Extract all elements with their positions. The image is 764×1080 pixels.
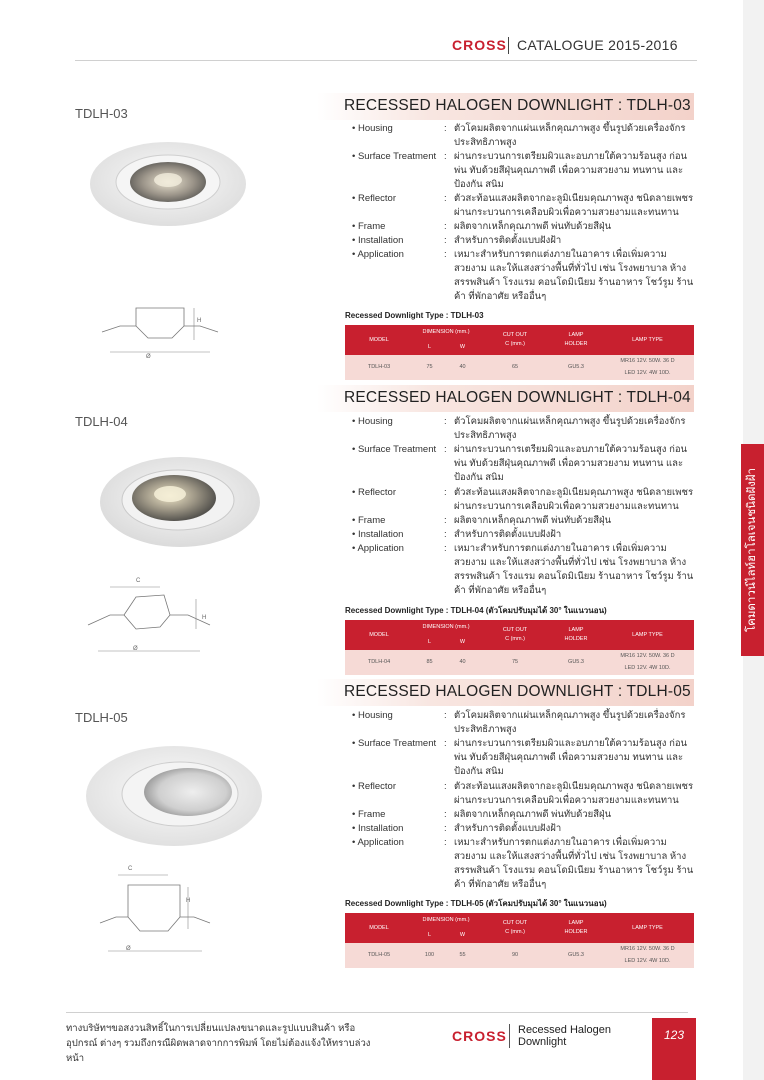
product-title: RECESSED HALOGEN DOWNLIGHT : TDLH-04 <box>344 389 691 406</box>
spec-colon: : <box>444 543 447 554</box>
spec-value: ตัวสะท้อนแสงผลิตจากอะลูมิเนียมคุณภาพสูง ชนิดลายเพชร ผ่านกระบวนการเคลือบผิวเพื่อความสวยงามและทนทาน <box>454 193 694 218</box>
cell-w: 55 <box>459 952 466 958</box>
header-rule <box>75 60 697 61</box>
category-side-tab <box>741 444 764 656</box>
spec-table <box>345 620 694 675</box>
product-photo-tdlh-05 <box>84 738 264 850</box>
cell-model: TDLH-03 <box>367 364 391 370</box>
th-cutout-label: CUT OUT <box>502 332 528 338</box>
th-dimension: DIMENSION (mm.) <box>413 325 479 340</box>
footer-brand-logo: CROSS <box>452 1028 507 1044</box>
spec-value: เหมาะสำหรับการตกแต่งภายในอาคาร เพื่อเพิ่มความสวยงาม และให้แสงสว่างพื้นที่ทั่วไป เช่น โรงพยาบาล ห้างสรรพสินค้า โรงแรม คอนโดมิเนียม ร้านอาหาร โชว์รูม ร้านค้า ที่พักอาศัย หรืออื่นๆ <box>454 543 694 596</box>
diameter-label: Ø <box>126 946 131 952</box>
spec-colon: : <box>444 151 447 162</box>
footer-section-title <box>518 1024 611 1048</box>
spec-colon: : <box>444 416 447 427</box>
spec-colon: : <box>444 221 447 232</box>
spec-label: • Housing <box>352 123 393 134</box>
product-title-bar <box>317 679 694 706</box>
spec-value: เหมาะสำหรับการตกแต่งภายในอาคาร เพื่อเพิ่มความสวยงาม และให้แสงสว่างพื้นที่ทั่วไป เช่น โรงพยาบาล ห้างสรรพสินค้า โรงแรม คอนโดมิเนียม ร้านอาหาร โชว์รูม ร้านค้า ที่พักอาศัย หรืออื่นๆ <box>454 837 694 890</box>
th-lamp-holder-1: LAMP <box>568 332 584 338</box>
spec-label: • Surface Treatment <box>352 151 437 162</box>
cell-lamp-1: MR16 12V. 50W. 36 D <box>620 653 675 659</box>
th-lamp-holder <box>551 325 601 355</box>
brand-logo: CROSS <box>452 37 507 53</box>
th-lamp-holder-1: LAMP <box>568 627 584 633</box>
spec-label: • Frame <box>352 809 386 820</box>
product-photo-tdlh-04 <box>98 450 263 550</box>
spec-colon: : <box>444 235 447 246</box>
th-w: W <box>446 928 479 943</box>
th-lamp-holder-1: LAMP <box>568 920 584 926</box>
cell-cutout: 90 <box>511 952 519 958</box>
dimension-drawing-tdlh-04 <box>84 585 214 657</box>
product-title: RECESSED HALOGEN DOWNLIGHT : TDLH-05 <box>344 683 691 700</box>
spec-label: • Application <box>352 249 404 260</box>
spec-value: ผ่านกระบวนการเตรียมผิวและอบภายใต้ความร้อนสูง ก่อนพ่น ทับด้วยสีฝุ่นคุณภาพดี เพื่อความสวยงาม ทนทาน และป้องกัน สนิม <box>454 738 688 777</box>
spec-value: สำหรับการติดตั้งแบบฝังฝ้า <box>454 823 562 834</box>
height-label: H <box>197 318 202 324</box>
table-caption: Recessed Downlight Type : TDLH-04 (ตัวโคมปรับมุมได้ 30° ในแนวนอน) <box>345 606 607 615</box>
product-photo-tdlh-03 <box>88 138 248 230</box>
diameter-label: Ø <box>146 354 151 360</box>
height-label: H <box>186 898 191 904</box>
spec-label: • Surface Treatment <box>352 444 437 455</box>
th-dimension: DIMENSION (mm.) <box>413 620 479 635</box>
cell-lamp-2: LED 12V. 4W 10D. <box>624 370 671 376</box>
spec-value: ผลิตจากเหล็กคุณภาพดี พ่นทับด้วยสีฝุ่น <box>454 221 612 232</box>
spec-value: สำหรับการติดตั้งแบบฝังฝ้า <box>454 529 562 540</box>
th-cutout <box>479 325 551 355</box>
th-cutout <box>479 620 551 650</box>
footer-title-line-1: Recessed Halogen <box>518 1024 611 1036</box>
product-code: TDLH-05 <box>75 710 128 725</box>
page-number: 123 <box>652 1018 696 1080</box>
th-cutout-label: CUT OUT <box>502 627 528 633</box>
spec-colon: : <box>444 515 447 526</box>
spec-label: • Housing <box>352 416 393 427</box>
th-w: W <box>446 635 479 650</box>
spec-colon: : <box>444 809 447 820</box>
spec-label: • Surface Treatment <box>352 738 437 749</box>
cell-w: 40 <box>459 364 466 370</box>
spec-value: สำหรับการติดตั้งแบบฝังฝ้า <box>454 235 562 246</box>
table-caption: Recessed Downlight Type : TDLH-05 (ตัวโคมปรับมุมได้ 30° ในแนวนอน) <box>345 899 607 908</box>
footer-separator <box>509 1024 510 1048</box>
cell-w: 40 <box>459 659 466 665</box>
spec-colon: : <box>444 823 447 834</box>
table-row <box>345 943 694 968</box>
spec-label: • Application <box>352 543 404 554</box>
th-model: MODEL <box>345 913 413 943</box>
header-separator <box>508 37 509 54</box>
spec-value: ตัวสะท้อนแสงผลิตจากอะลูมิเนียมคุณภาพสูง ชนิดลายเพชร ผ่านกระบวนการเคลือบผิวเพื่อความสวยงามและทนทาน <box>454 781 694 806</box>
product-code: TDLH-04 <box>75 414 128 429</box>
th-cutout-unit: C (mm.) <box>505 341 525 347</box>
spec-colon: : <box>444 249 447 260</box>
spec-value: ผ่านกระบวนการเตรียมผิวและอบภายใต้ความร้อนสูง ก่อนพ่น ทับด้วยสีฝุ่นคุณภาพดี เพื่อความสวยงาม ทนทาน และป้องกัน สนิม <box>454 151 688 190</box>
diameter-label: Ø <box>133 646 138 652</box>
spec-value: ตัวสะท้อนแสงผลิตจากอะลูมิเนียมคุณภาพสูง ชนิดลายเพชร ผ่านกระบวนการเคลือบผิวเพื่อความสวยงามและทนทาน <box>454 487 694 512</box>
spec-value: เหมาะสำหรับการตกแต่งภายในอาคาร เพื่อเพิ่มความสวยงาม และให้แสงสว่างพื้นที่ทั่วไป เช่น โรงพยาบาล ห้างสรรพสินค้า โรงแรม คอนโดมิเนียม ร้านอาหาร โชว์รูม ร้านค้า ที่พักอาศัย หรืออื่นๆ <box>454 249 694 302</box>
table-row <box>345 355 694 380</box>
th-dimension: DIMENSION (mm.) <box>413 913 479 928</box>
th-lamp-holder-2: HOLDER <box>564 636 588 642</box>
th-lamp-type: LAMP TYPE <box>601 620 694 650</box>
spec-colon: : <box>444 529 447 540</box>
spec-table <box>345 325 694 380</box>
th-lamp-holder-2: HOLDER <box>564 341 588 347</box>
th-cutout <box>479 913 551 943</box>
spec-table <box>345 913 694 968</box>
spec-label: • Reflector <box>352 487 396 498</box>
spec-colon: : <box>444 738 447 749</box>
spec-label: • Housing <box>352 710 393 721</box>
spec-label: • Application <box>352 837 404 848</box>
cell-model: TDLH-05 <box>367 952 391 958</box>
footer-title-line-2: Downlight <box>518 1036 567 1048</box>
table-caption: Recessed Downlight Type : TDLH-03 <box>345 311 484 320</box>
cell-l: 75 <box>426 364 433 370</box>
spec-label: • Frame <box>352 221 386 232</box>
product-title-bar <box>317 385 694 412</box>
footer-rule <box>66 1012 688 1013</box>
cell-holder: GU5.3 <box>568 364 584 370</box>
cell-lamp-2: LED 12V. 4W 10D. <box>624 958 671 964</box>
spec-colon: : <box>444 487 447 498</box>
spec-value: ผ่านกระบวนการเตรียมผิวและอบภายใต้ความร้อนสูง ก่อนพ่น ทับด้วยสีฝุ่นคุณภาพดี เพื่อความสวยงาม ทนทาน และป้องกัน สนิม <box>454 444 688 483</box>
th-lamp-type: LAMP TYPE <box>601 325 694 355</box>
cell-holder: GU5.3 <box>568 659 584 665</box>
cell-cutout: 65 <box>511 364 519 370</box>
cell-model: TDLH-04 <box>367 659 391 665</box>
th-lamp-holder-2: HOLDER <box>564 929 588 935</box>
table-row <box>345 650 694 675</box>
spec-colon: : <box>444 781 447 792</box>
cell-holder: GU5.3 <box>568 952 584 958</box>
th-w: W <box>446 340 479 355</box>
height-label: H <box>202 615 207 621</box>
th-cutout-unit: C (mm.) <box>505 636 525 642</box>
th-lamp-holder <box>551 620 601 650</box>
th-l: L <box>413 635 446 650</box>
cell-lamp-2: LED 12V. 4W 10D. <box>624 665 671 671</box>
spec-value: ตัวโคมผลิตจากแผ่นเหล็กคุณภาพสูง ขึ้นรูปด้วยเครื่องจักร ประสิทธิภาพสูง <box>454 123 686 148</box>
spec-label: • Installation <box>352 529 404 540</box>
th-l: L <box>413 340 446 355</box>
spec-value: ผลิตจากเหล็กคุณภาพดี พ่นทับด้วยสีฝุ่น <box>454 809 612 820</box>
cutout-label: C <box>136 578 141 584</box>
th-l: L <box>413 928 446 943</box>
th-model: MODEL <box>345 620 413 650</box>
spec-label: • Frame <box>352 515 386 526</box>
footer-disclaimer: ทางบริษัทฯขอสงวนสิทธิ์ในการเปลี่ยนแปลงขนาดและรูปแบบสินค้า หรือ อุปกรณ์ ต่างๆ รวมถึงกรณีผิดพลาดจากการพิมพ์ โดยไม่ต้องแจ้งให้ทราบล่วงหน้า <box>66 1023 371 1064</box>
spec-value: ตัวโคมผลิตจากแผ่นเหล็กคุณภาพสูง ขึ้นรูปด้วยเครื่องจักร ประสิทธิภาพสูง <box>454 416 686 441</box>
cutout-label: C <box>128 866 133 872</box>
cell-lamp-1: MR16 12V. 50W. 36 D <box>620 946 675 952</box>
catalogue-title: CATALOGUE 2015-2016 <box>517 37 678 53</box>
spec-label: • Reflector <box>352 781 396 792</box>
product-title: RECESSED HALOGEN DOWNLIGHT : TDLH-03 <box>344 97 691 114</box>
th-model: MODEL <box>345 325 413 355</box>
spec-value: ตัวโคมผลิตจากแผ่นเหล็กคุณภาพสูง ขึ้นรูปด้วยเครื่องจักร ประสิทธิภาพสูง <box>454 710 686 735</box>
spec-colon: : <box>444 444 447 455</box>
spec-colon: : <box>444 710 447 721</box>
spec-label: • Installation <box>352 823 404 834</box>
spec-value: ผลิตจากเหล็กคุณภาพดี พ่นทับด้วยสีฝุ่น <box>454 515 612 526</box>
dimension-drawing-tdlh-03 <box>100 300 220 362</box>
th-lamp-type: LAMP TYPE <box>601 913 694 943</box>
category-side-tab-label: โคมดาวน์ไลท์ฮาโลเจนชนิดฝังฝ้า <box>746 467 758 633</box>
cell-lamp-1: MR16 12V. 50W. 36 D <box>620 358 675 364</box>
th-cutout-label: CUT OUT <box>502 920 528 926</box>
spec-label: • Installation <box>352 235 404 246</box>
product-title-bar <box>317 93 694 120</box>
th-cutout-unit: C (mm.) <box>505 929 525 935</box>
th-lamp-holder <box>551 913 601 943</box>
cell-cutout: 75 <box>511 659 519 665</box>
dimension-drawing-tdlh-05 <box>96 873 216 959</box>
spec-colon: : <box>444 837 447 848</box>
cell-l: 85 <box>426 659 433 665</box>
spec-colon: : <box>444 193 447 204</box>
spec-label: • Reflector <box>352 193 396 204</box>
cell-l: 100 <box>424 952 435 958</box>
spec-colon: : <box>444 123 447 134</box>
product-code: TDLH-03 <box>75 106 128 121</box>
